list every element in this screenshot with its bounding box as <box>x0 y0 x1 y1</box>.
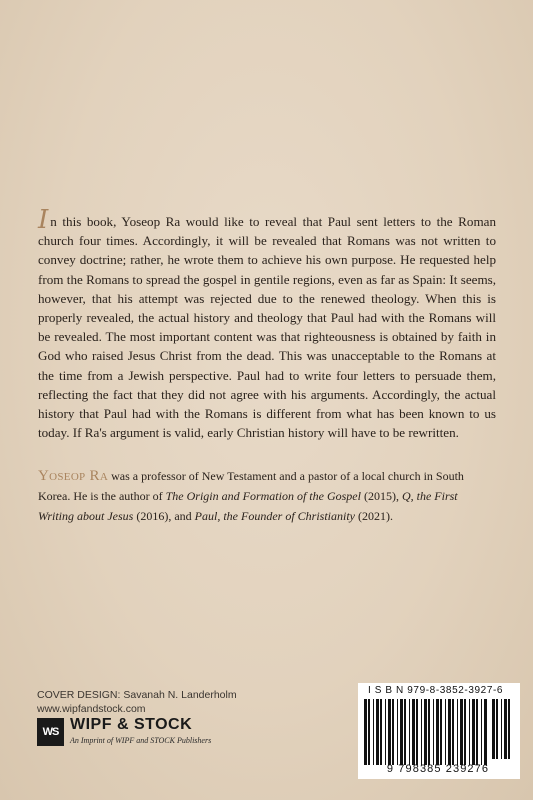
credits <box>37 688 237 716</box>
bio-text-1: was a professor of New Testament and a pastor of a local church in South Korea. He is the author of <box>38 469 464 503</box>
author-name: Yoseop Ra <box>38 468 109 484</box>
barcode-bar <box>481 699 482 765</box>
book-title-2: Q, the First Writing about Jesus <box>38 489 458 523</box>
author-bio <box>38 466 496 526</box>
barcode-addon-image <box>492 699 514 759</box>
barcode-image <box>364 699 488 765</box>
publisher-website: www.wipfandstock.com <box>37 703 146 715</box>
barcode-bar <box>380 699 382 765</box>
barcode-bar <box>388 699 391 765</box>
bio-text-3: (2016), and <box>133 509 195 523</box>
barcode-bar <box>508 699 510 759</box>
barcode-bar <box>472 699 475 765</box>
barcode-bar <box>397 699 398 765</box>
book-description <box>38 205 496 442</box>
barcode-bar <box>492 699 495 759</box>
publisher-block <box>37 716 237 750</box>
barcode-bar <box>457 699 458 765</box>
bio-text-4: (2021). <box>355 509 393 523</box>
barcode-bar <box>412 699 415 765</box>
cover-design-credit: COVER DESIGN: Savanah N. Landerholm <box>37 689 237 701</box>
publisher-logo: WS <box>37 718 64 746</box>
barcode-bar <box>404 699 406 765</box>
barcode-bar <box>445 699 446 765</box>
barcode-bar <box>504 699 507 759</box>
barcode-bar <box>428 699 430 765</box>
barcode-bar <box>424 699 427 765</box>
barcode-bar <box>440 699 442 765</box>
book-title-1: The Origin and Formation of the Gospel <box>165 489 361 503</box>
publisher-name: WIPF & STOCK <box>70 716 193 733</box>
barcode-bar <box>448 699 451 765</box>
barcode-bar <box>433 699 434 765</box>
description-text: n this book, Yoseop Ra would like to reveal that Paul sent letters to the Roman church four times. Accordingly, it will be revealed that Romans was not written to convey doctrine; rather, he wrote them to achieve his own purpose. He requested help from the Romans to spread the gospel in gentile regions, even as far as Spain: It seems, however, that his attempt was rejected due to the renewed theology. When this is properly revealed, the actual history and theology that Paul had with the Romans will be revealed. The most important content was that righteousness is obtained by faith in God who raised Jesus Christ from the dead. This was unacceptable to the Romans at the time from a Jewish perspective. Paul had to write four letters to persuade them, reflecting the fact that they did not agree with his arguments. Accordingly, the actual history that Paul had with the Romans is different from what has been known to us today. If Ra's argument is valid, early Christian history will have to be rewritten. <box>38 214 496 441</box>
barcode-bar <box>496 699 498 759</box>
drop-cap: I <box>38 205 49 235</box>
barcode-bar <box>421 699 422 765</box>
barcode-bar <box>452 699 454 765</box>
barcode-bar <box>501 699 502 759</box>
barcode-bar <box>460 699 463 765</box>
barcode-bar <box>469 699 470 765</box>
barcode-digits: 9 798385 239276 <box>386 763 490 775</box>
barcode-bar <box>476 699 478 765</box>
publisher-imprint: An Imprint of WIPF and STOCK Publishers <box>70 736 212 745</box>
barcode-bar <box>368 699 370 765</box>
barcode-bar <box>376 699 379 765</box>
barcode-bar <box>484 699 487 765</box>
barcode-bar <box>436 699 439 765</box>
barcode-bar <box>373 699 374 765</box>
barcode-bar <box>464 699 466 765</box>
barcode-bar <box>392 699 394 765</box>
barcode-bar <box>409 699 410 765</box>
barcode-panel <box>358 683 520 779</box>
book-title-3: Paul, the Founder of Christianity <box>194 509 355 523</box>
barcode-bar <box>385 699 386 765</box>
isbn-label: I S B N 979-8-3852-3927-6 <box>368 685 504 696</box>
bio-text-2: (2015), <box>360 489 402 503</box>
barcode-bar <box>364 699 367 765</box>
barcode-bar <box>416 699 418 765</box>
barcode-bar <box>400 699 403 765</box>
